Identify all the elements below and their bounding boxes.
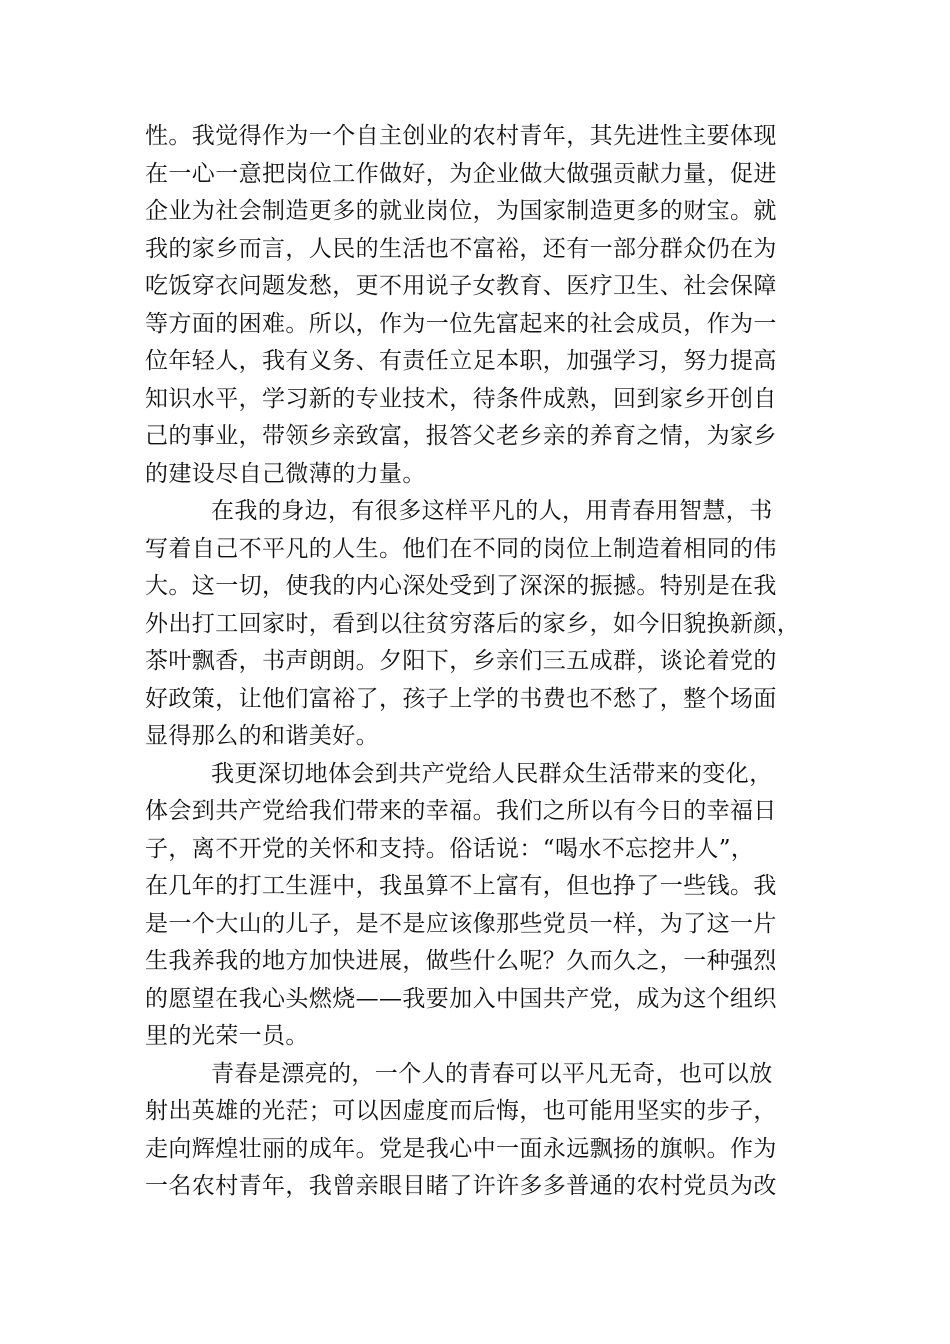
text-line: 在几年的打工生涯中，我虽算不上富有，但也挣了一些钱。我: [145, 873, 777, 899]
text-line: 性。我觉得作为一个自主创业的农村青年，其先进性主要体现: [145, 123, 777, 149]
text-line: 茶叶飘香，书声朗朗。夕阳下，乡亲们三五成群，谈论着党的: [145, 648, 777, 674]
paragraph: [145, 493, 805, 756]
text-line: 知识水平，学习新的专业技术，待条件成熟，回到家乡开创自: [145, 385, 777, 412]
text-line: 是一个大山的儿子，是不是应该像那些党员一样，为了这一片: [145, 910, 777, 937]
document-body: [145, 118, 805, 1206]
text-line: 子，离不开党的关怀和支持。俗话说：“喝水不忘挖井人”，: [145, 835, 755, 862]
paragraph: [145, 756, 805, 1056]
text-line: 的建设尽自己微薄的力量。: [145, 460, 426, 487]
text-line: 我的家乡而言，人民的生活也不富裕，还有一部分群众仍在为: [145, 235, 777, 262]
paragraph: [145, 1056, 805, 1206]
text-line: 生我养我的地方加快进展，做些什么呢？久而久之，一种强烈: [145, 948, 777, 974]
text-line: 企业为社会制造更多的就业岗位，为国家制造更多的财宝。就: [145, 198, 777, 224]
text-line: 己的事业，带领乡亲致富，报答父老乡亲的养育之情，为家乡: [145, 423, 777, 449]
text-line: 在我的身边，有很多这样平凡的人，用青春用智慧，书: [211, 498, 773, 524]
text-line: 大。这一切，使我的内心深处受到了深深的振撼。特别是在我: [145, 573, 777, 599]
text-line: 写着自己不平凡的人生。他们在不同的岗位上制造着相同的伟: [145, 535, 777, 562]
paragraph: [145, 118, 805, 493]
text-line: 走向辉煌壮丽的成年。党是我心中一面永远飘扬的旗帜。作为: [145, 1135, 777, 1162]
text-line: 外出打工回家时，看到以往贫穷落后的家乡，如今旧貌换新颜，: [145, 610, 801, 637]
text-line: 射出英雄的光茫；可以因虚度而后悔，也可能用坚实的步子，: [145, 1098, 777, 1124]
text-line: 在一心一意把岗位工作做好，为企业做大做强贡献力量，促进: [145, 160, 777, 187]
text-line: 位年轻人，我有义务、有责任立足本职，加强学习，努力提高: [145, 348, 777, 374]
text-line: 里的光荣一员。: [145, 1023, 309, 1049]
text-line: 我更深切地体会到共产党给人民群众生活带来的变化，: [211, 760, 773, 787]
text-line: 等方面的困难。所以，作为一位先富起来的社会成员，作为一: [145, 310, 777, 337]
text-line: 吃饭穿衣问题发愁，更不用说子女教育、医疗卫生、社会保障: [145, 273, 777, 299]
text-line: 的愿望在我心头燃烧——我要加入中国共产党，成为这个组织: [145, 985, 777, 1012]
text-line: 一名农村青年，我曾亲眼目睹了许许多多普通的农村党员为改: [145, 1173, 777, 1199]
text-line: 体会到共产党给我们带来的幸福。我们之所以有今日的幸福日: [145, 798, 777, 824]
text-line: 好政策，让他们富裕了，孩子上学的书费也不愁了，整个场面: [145, 685, 777, 712]
text-line: 显得那么的和谐美好。: [145, 723, 379, 749]
text-line: 青春是漂亮的，一个人的青春可以平凡无奇，也可以放: [211, 1060, 773, 1087]
